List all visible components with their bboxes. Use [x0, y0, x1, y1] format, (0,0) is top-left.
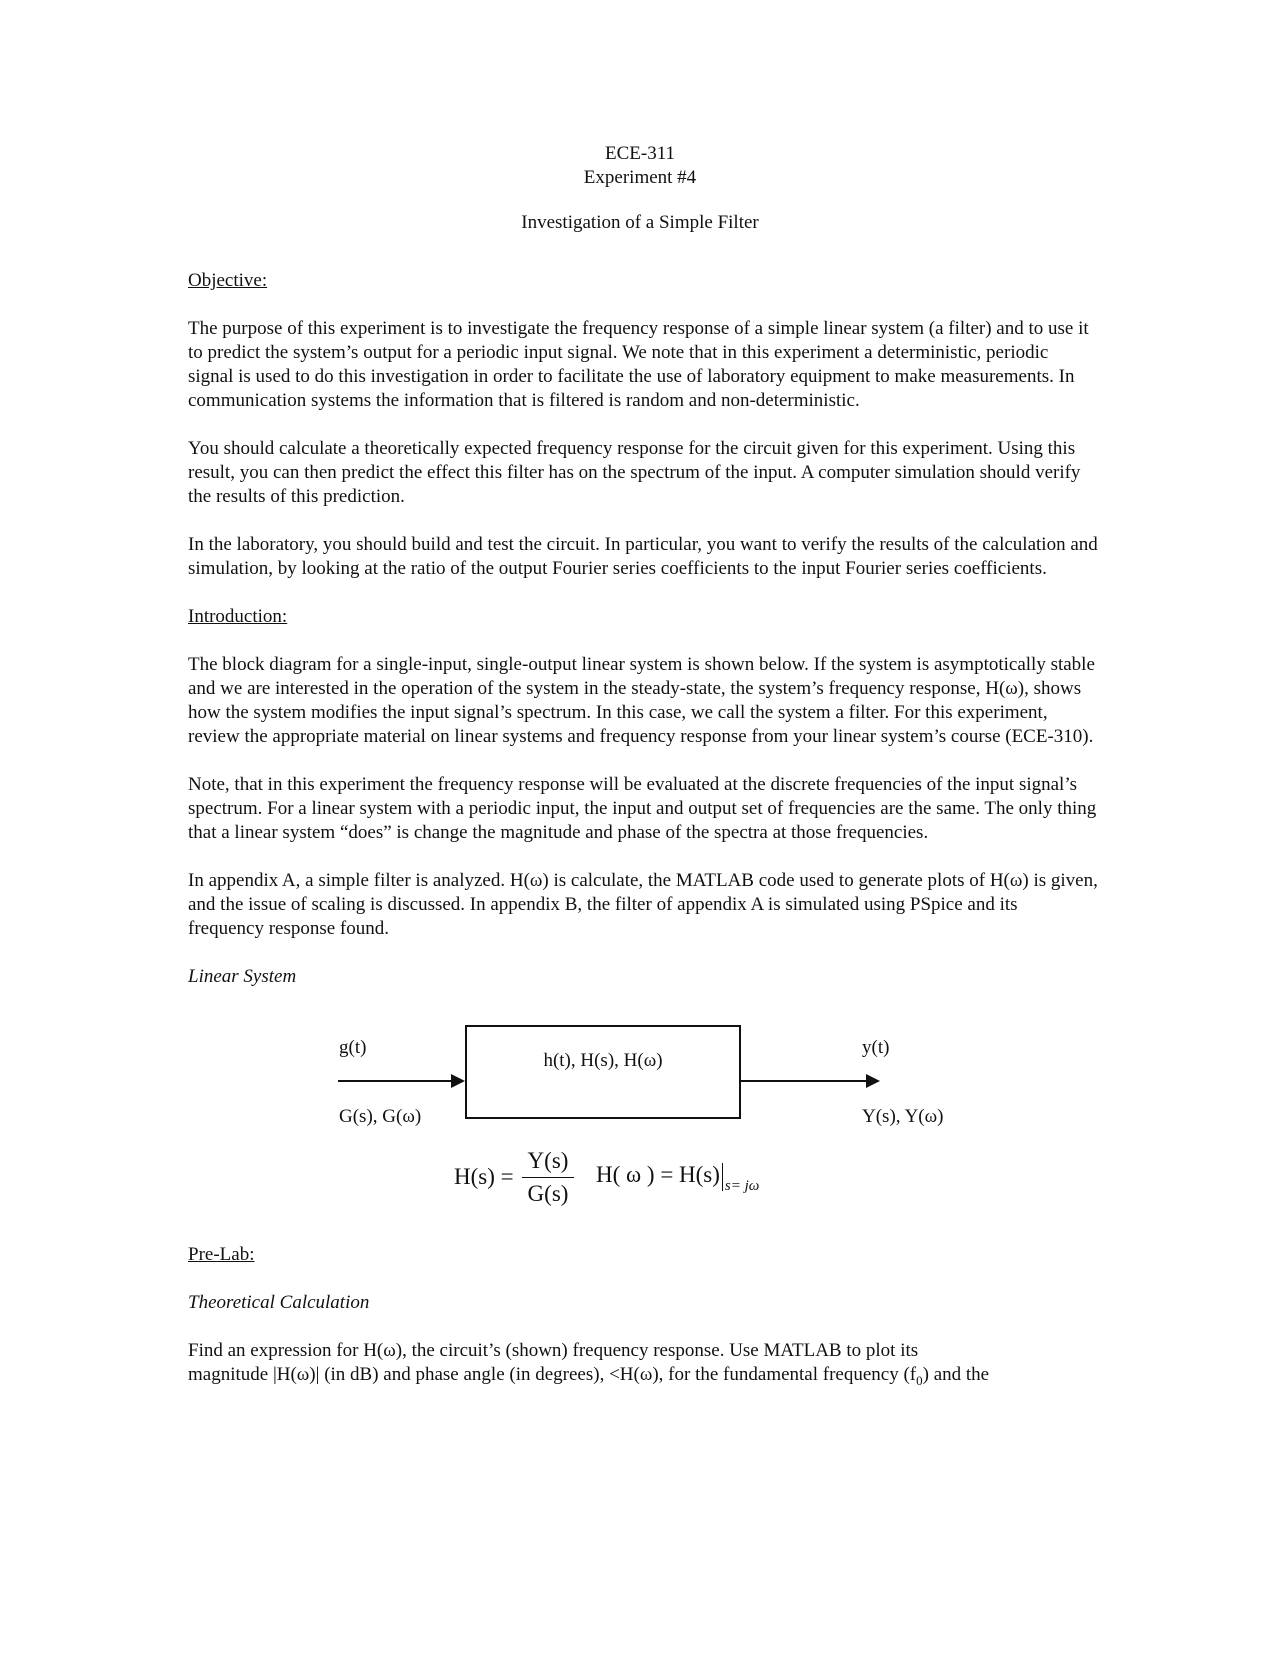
input-arrow-head: [451, 1074, 465, 1088]
output-signal-freq: Y(s), Y(ω): [862, 1106, 944, 1127]
transfer-function-fraction: [522, 1147, 574, 1208]
input-signal-freq: G(s), G(ω): [339, 1106, 422, 1127]
experiment-number: Experiment #4: [583, 167, 697, 188]
introduction-paragraph-3: In appendix A, a simple filter is analyzed. H(ω) is calculate, the MATLAB code used to generate plots of H(ω) is given, and the issue of scaling is discussed. In appendix B, the filter of appendix A is simulated using PSpice and its frequency response found.: [188, 870, 1098, 939]
system-block-label: h(t), H(s), H(ω): [543, 1050, 663, 1071]
fraction-denominator: G(s): [527, 1181, 569, 1206]
transfer-function-lhs: H(s) =: [454, 1164, 514, 1189]
introduction-paragraph-1: The block diagram for a single-input, single-output linear system is shown below. If the system is asymptotically stable and we are interested in the operation of the system in the steady-state, the system’s frequency response, H(ω), shows how the system modifies the input signal’s spectrum. In this case, we call the system a filter. For this experiment, review the appropriate material on linear systems and frequency response from your linear system’s course (ECE-310).: [188, 654, 1095, 747]
prelab-line-2: [188, 1363, 1098, 1393]
prelab-paragraph: [188, 1339, 1098, 1393]
block-diagram: [188, 1013, 1098, 1219]
introduction-paragraph-2: Note, that in this experiment the frequency response will be evaluated at the discrete frequencies of the input signal’s spectrum. For a linear system with a periodic input, the input and output set of frequencies are the same. The only thing that a linear system “does” is change the magnitude and phase of the spectra at those frequencies.: [188, 774, 1097, 843]
linear-system-heading: Linear System: [188, 966, 297, 987]
output-arrow-head: [866, 1074, 880, 1088]
prelab-line-2-text: magnitude |H(ω)| (in dB) and phase angle (in degrees), <H(ω), for the fundamental frequency (f: [188, 1364, 917, 1385]
prelab-heading: Pre-Lab:: [188, 1244, 255, 1265]
theoretical-calculation-heading: Theoretical Calculation: [188, 1292, 370, 1313]
document-body: [188, 269, 1098, 1393]
course-number: ECE-311: [604, 143, 675, 164]
evaluation-bar: [722, 1163, 723, 1191]
prelab-line-2-end: ) and the: [922, 1364, 990, 1385]
objective-paragraph-2: You should calculate a theoretically expected frequency response for the circuit given for this experiment. Using this result, you can then predict the effect this filter has on the spectrum of the input. A computer simulation should verify the results of this prediction.: [188, 438, 1081, 507]
introduction-heading: Introduction:: [188, 606, 288, 627]
evaluation-subscript: s= jω: [724, 1178, 760, 1194]
prelab-line-1: Find an expression for H(ω), the circuit’s (shown) frequency response. Use MATLAB to plot its: [188, 1340, 919, 1361]
prelab-subscript: 0: [916, 1372, 923, 1388]
objective-paragraph-1: The purpose of this experiment is to investigate the frequency response of a simple linear system (a filter) and to use it to predict the system’s output for a periodic input signal. We note that in this experiment a deterministic, periodic signal is used to do this investigation in order to facilitate the use of laboratory equipment to make measurements. In communication systems the information that is filtered is random and non-deterministic.: [188, 318, 1089, 411]
objective-heading: Objective:: [188, 270, 268, 291]
document-title: Investigation of a Simple Filter: [521, 212, 759, 233]
output-signal-time: y(t): [862, 1037, 890, 1058]
frequency-response-lhs: H( ω ) = H(s): [596, 1162, 720, 1187]
fraction-bar: [522, 1177, 574, 1178]
objective-paragraph-3: In the laboratory, you should build and test the circuit. In particular, you want to verify the results of the calculation and simulation, by looking at the ratio of the output Fourier series coefficients to the input Fourier series coefficients.: [188, 534, 1098, 579]
frequency-response-equation: [596, 1161, 759, 1192]
fraction-numerator: Y(s): [527, 1148, 569, 1173]
input-signal-time: g(t): [339, 1037, 367, 1058]
